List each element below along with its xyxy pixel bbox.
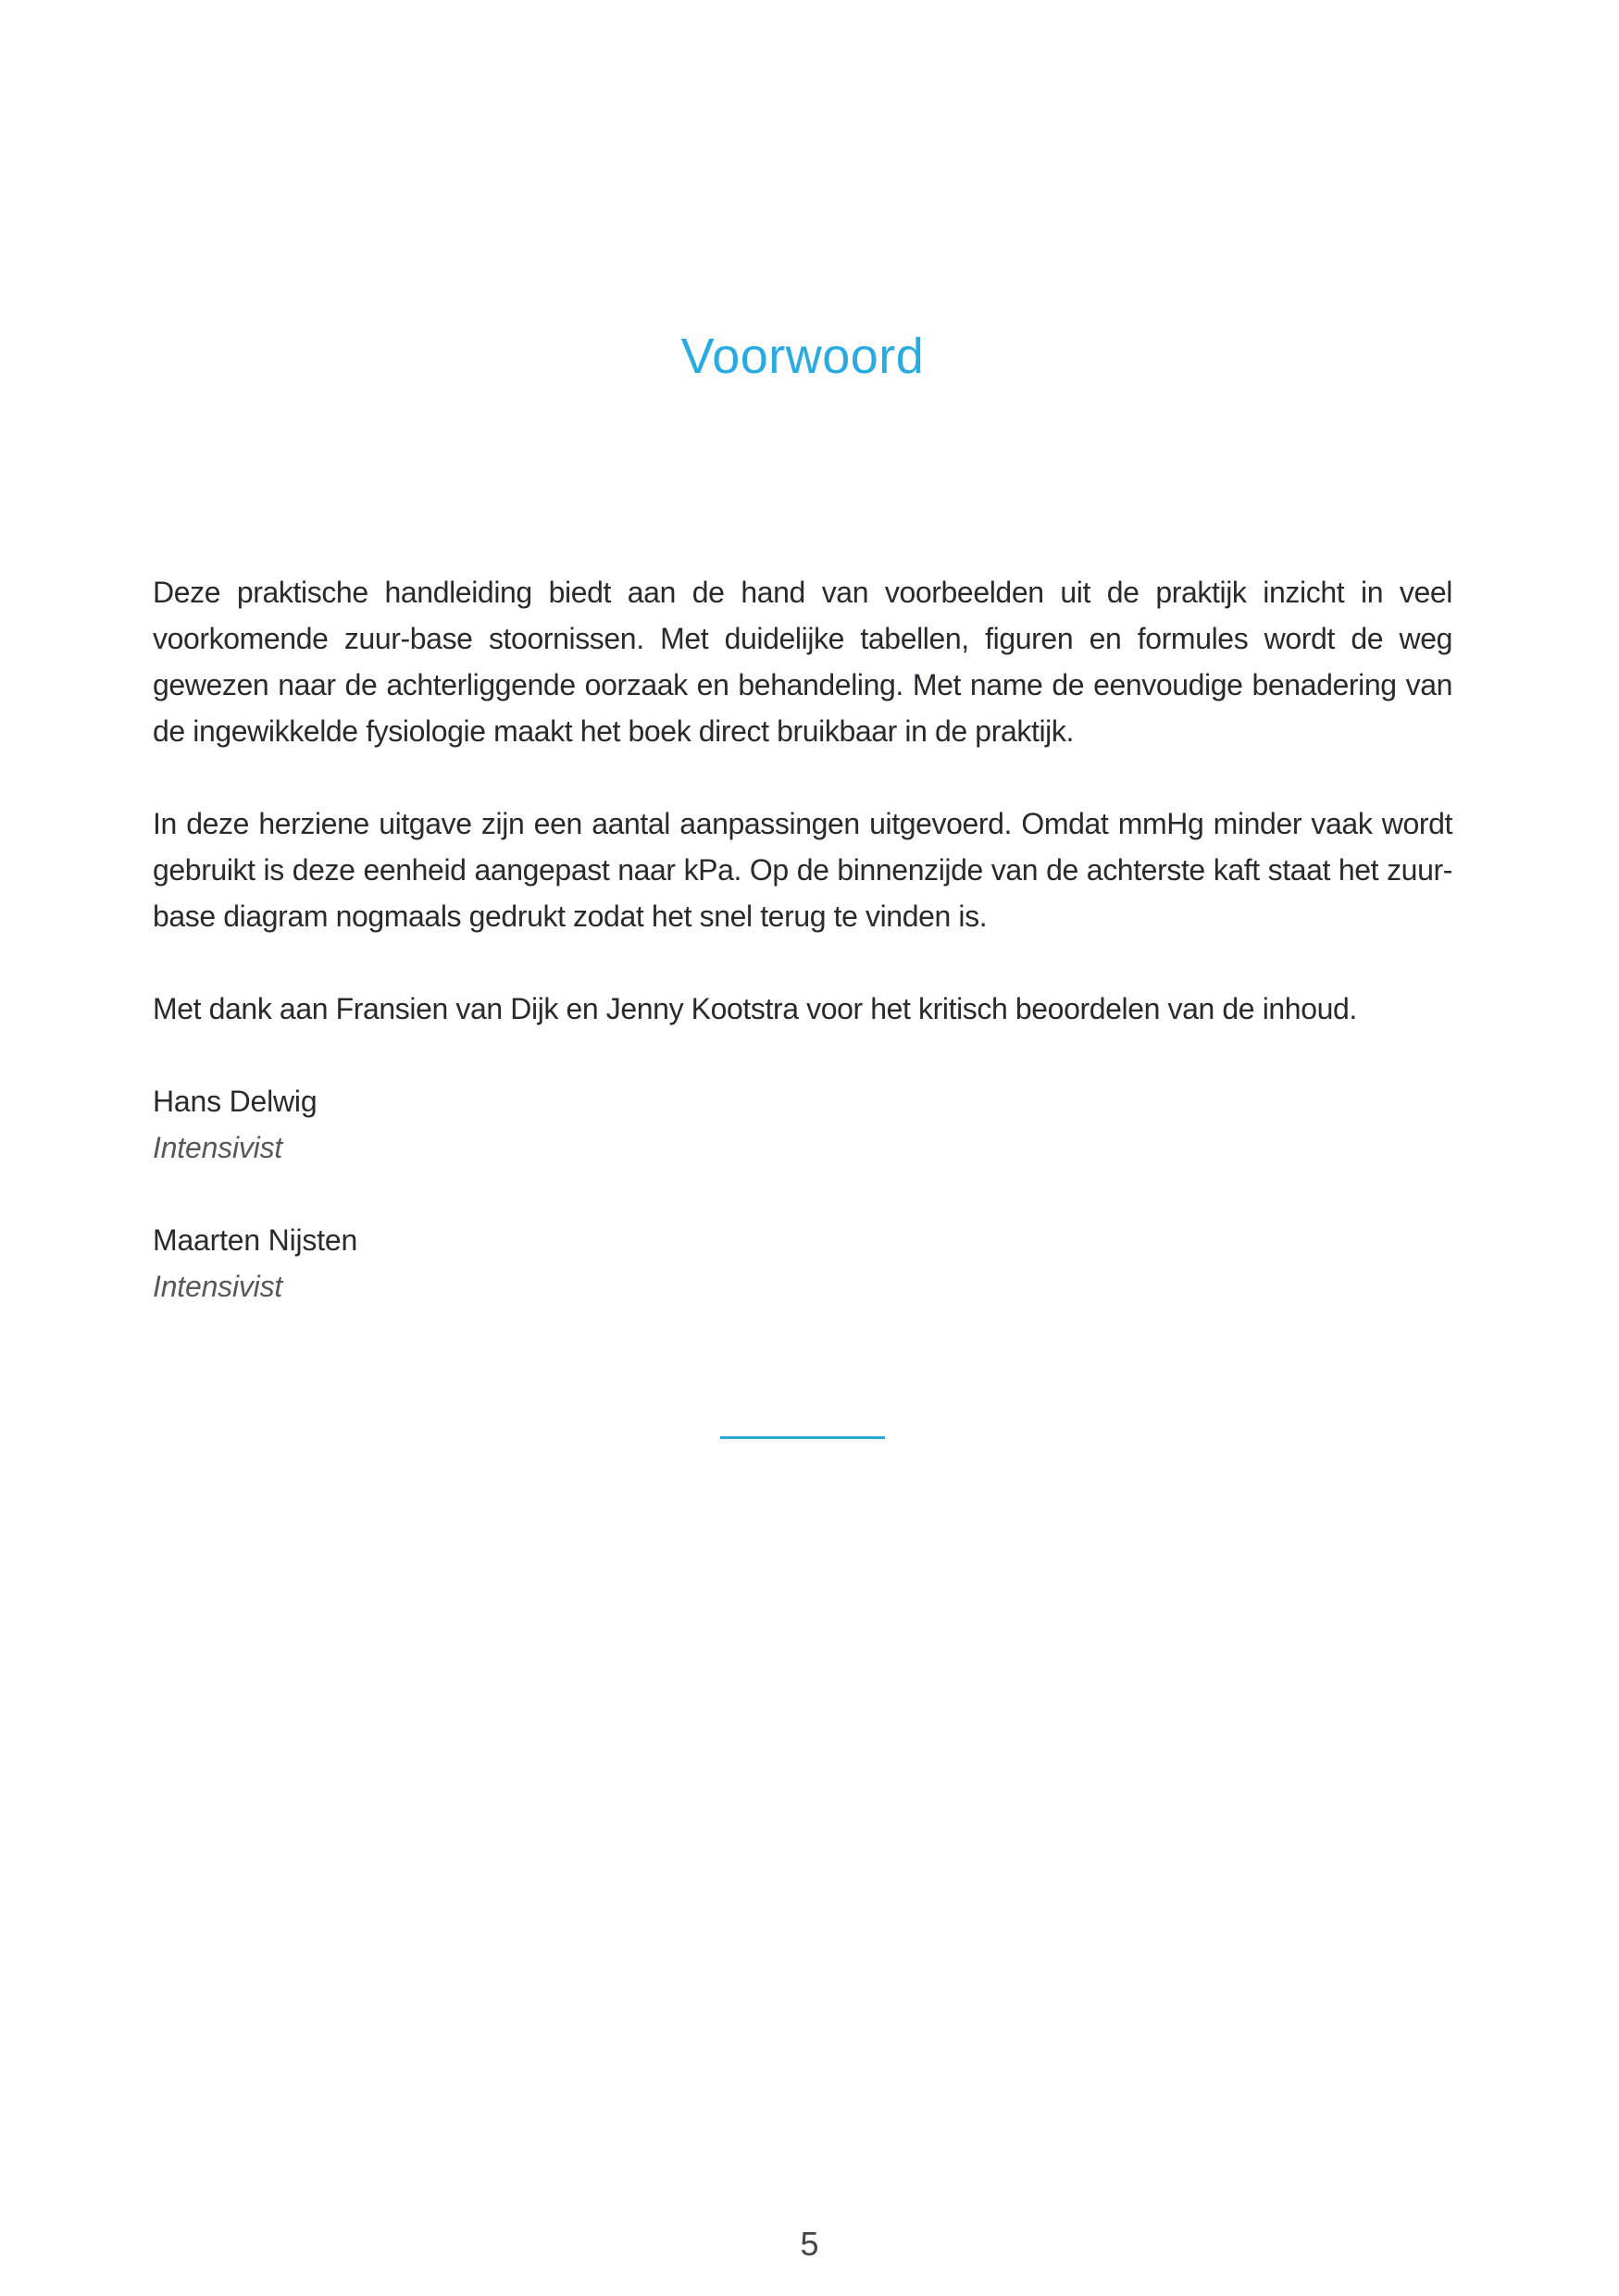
page-title: Voorwoord (680, 329, 925, 384)
paragraph-thanks: Met dank aan Fransien van Dijk en Jenny Kootstra voor het kritisch beoordelen van de inhoud. (153, 992, 1357, 1025)
paragraph-intro: Deze praktische handleiding biedt aan de hand van voorbeelden uit de praktijk inzicht in veel voorkomende zuur-base stoornissen. Met duidelijke tabellen, figuren en formules wordt de weg gewezen naar de achterliggende oorzaak en behandeling. Met name de eenvoudige benadering van de ingewikkelde fysiologie maakt het boek direct bruikbaar in de praktijk. (153, 576, 1452, 748)
author-role: Intensivist (153, 1270, 283, 1303)
paragraph-revision: In deze herziene uitgave zijn een aantal aanpassingen uitgevoerd. Omdat mmHg minder vaak wordt gebruikt is deze eenheid aangepast naar kPa. Op de binnenzijde van de achterste kaft staat het zuur-base diagram nogmaals gedrukt zodat het snel terug te vinden is. (153, 807, 1452, 933)
page-content (153, 331, 1452, 1439)
author-block (153, 1078, 1452, 1171)
author-role: Intensivist (153, 1131, 283, 1164)
author-name: Maarten Nijsten (153, 1223, 358, 1257)
section-divider-line (720, 1436, 885, 1439)
author-name: Hans Delwig (153, 1085, 318, 1118)
author-block (153, 1217, 1452, 1309)
page-number: 5 (800, 2225, 819, 2263)
